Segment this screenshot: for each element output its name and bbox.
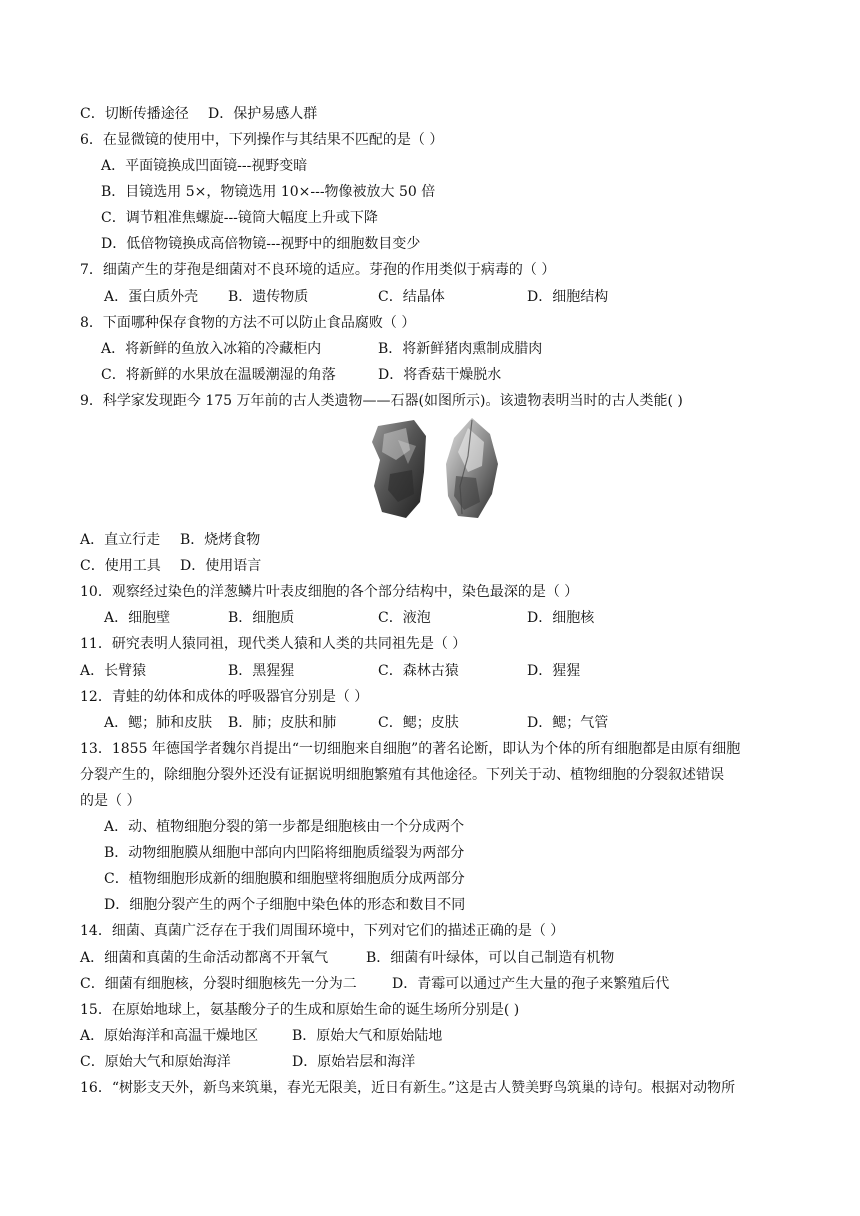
q13-option-d-text: D．细胞分裂产生的两个子细胞中染色体的形态和数目不同 bbox=[104, 897, 466, 913]
q5-option-d: D．保护易感人群 bbox=[208, 106, 318, 122]
q9-option-b: B．烧烤食物 bbox=[180, 532, 261, 548]
q7-option-d: D．细胞结构 bbox=[527, 289, 609, 305]
q8-stem-text: 8．下面哪种保存食物的方法不可以防止食品腐败（ ） bbox=[80, 315, 416, 331]
q7-option-c: C．结晶体 bbox=[378, 289, 445, 305]
q9-option-d: D．使用语言 bbox=[180, 558, 262, 574]
q12-option-b: B．肺；皮肤和肺 bbox=[228, 715, 337, 731]
q14-option-d: D．青霉可以通过产生大量的孢子来繁殖后代 bbox=[392, 976, 670, 992]
q8-option-b: B．将新鲜猪肉熏制成腊肉 bbox=[378, 341, 543, 357]
q13-stem-text-2: 分裂产生的，除细胞分裂外还没有证据说明细胞繁殖有其他途径。下列关于动、植物细胞的分裂叙述错误 bbox=[80, 767, 724, 783]
q12-option-d: D．鳃；气管 bbox=[527, 715, 609, 731]
stone-tool-left bbox=[372, 420, 426, 518]
q6-stem-text: 6．在显微镜的使用中，下列操作与其结果不匹配的是（ ） bbox=[80, 132, 444, 148]
q13-stem-text-1: 13．1855 年德国学者魏尔肖提出“一切细胞来自细胞”的著名论断，即认为个体的所有细胞都是由原有细胞 bbox=[80, 741, 741, 757]
q14-option-b: B．细菌有叶绿体，可以自己制造有机物 bbox=[366, 950, 615, 966]
q15-option-c: C．原始大气和原始海洋 bbox=[80, 1054, 231, 1070]
q11-option-b: B．黑猩猩 bbox=[228, 663, 295, 679]
q10-option-b: B．细胞质 bbox=[228, 610, 295, 626]
q12-option-c: C．鳃；皮肤 bbox=[378, 715, 459, 731]
q14-option-a: A．细菌和真菌的生命活动都离不开氧气 bbox=[80, 950, 329, 966]
q10-stem-text: 10．观察经过染色的洋葱鳞片叶表皮细胞的各个部分结构中，染色最深的是（ ） bbox=[80, 584, 579, 600]
q16-stem-text: 16．“树影支天外，新鸟来筑巢，春光无限美，近日有新生。”这是古人赞美野鸟筑巢的诗句。根据对动物所 bbox=[80, 1080, 736, 1096]
q13-option-b-text: B．动物细胞膜从细胞中部向内凹陷将细胞质缢裂为两部分 bbox=[104, 845, 465, 861]
q15-option-a: A．原始海洋和高温干燥地区 bbox=[80, 1028, 259, 1044]
q15-stem-text: 15．在原始地球上，氨基酸分子的生成和原始生命的诞生场所分别是( ) bbox=[80, 1002, 520, 1018]
q9-stem-text: 9．科学家发现距今 175 万年前的古人类遗物——石器(如图所示)。该遗物表明当时的古人类能( ) bbox=[80, 393, 683, 409]
q12-stem-text: 12．青蛙的幼体和成体的呼吸器官分别是（ ） bbox=[80, 689, 369, 705]
q6-option-c-text: C．调节粗准焦螺旋---镜筒大幅度上升或下降 bbox=[101, 210, 378, 226]
q6-option-d-text: D．低倍物镜换成高倍物镜---视野中的细胞数目变少 bbox=[101, 236, 421, 252]
q9-option-a: A．直立行走 bbox=[80, 532, 161, 548]
q11-stem-text: 11．研究表明人猿同祖，现代类人猿和人类的共同祖先是（ ） bbox=[80, 636, 467, 652]
q6-option-b-text: B．目镜选用 5×，物镜选用 10×---物像被放大 50 倍 bbox=[101, 184, 436, 200]
q10-option-c: C．液泡 bbox=[378, 610, 431, 626]
q6-option-a-text: A．平面镜换成凹面镜---视野变暗 bbox=[101, 158, 308, 174]
q13-option-c-text: C．植物细胞形成新的细胞膜和细胞壁将细胞质分成两部分 bbox=[104, 871, 465, 887]
q7-option-b: B．遗传物质 bbox=[228, 289, 309, 305]
q8-option-d: D．将香菇干燥脱水 bbox=[378, 367, 502, 383]
q13-stem-text-3: 的是（ ） bbox=[80, 793, 141, 809]
q10-option-a: A．细胞壁 bbox=[104, 610, 171, 626]
q5-option-c: C．切断传播途径 bbox=[80, 106, 189, 122]
q13-option-a-text: A．动、植物细胞分裂的第一步都是细胞核由一个分成两个 bbox=[104, 819, 465, 835]
stone-tool-right bbox=[446, 418, 498, 518]
q7-option-a: A．蛋白质外壳 bbox=[104, 289, 199, 305]
stone-tool-image bbox=[368, 416, 504, 524]
q11-option-d: D．猩猩 bbox=[527, 663, 581, 679]
q15-option-b: B．原始大气和原始陆地 bbox=[292, 1028, 443, 1044]
q7-stem-text: 7．细菌产生的芽孢是细菌对不良环境的适应。芽孢的作用类似于病毒的（ ） bbox=[80, 262, 556, 278]
q10-option-d: D．细胞核 bbox=[527, 610, 595, 626]
q9-option-c: C．使用工具 bbox=[80, 558, 161, 574]
q8-option-c: C．将新鲜的水果放在温暖潮湿的角落 bbox=[101, 367, 336, 383]
q11-option-c: C．森林古猿 bbox=[378, 663, 459, 679]
q15-option-d: D．原始岩层和海洋 bbox=[292, 1054, 416, 1070]
q8-option-a: A．将新鲜的鱼放入冰箱的冷藏柜内 bbox=[101, 341, 322, 357]
q12-option-a: A．鳃；肺和皮肤 bbox=[104, 715, 213, 731]
stone-tool-figure bbox=[368, 416, 504, 524]
q14-option-c: C．细菌有细胞核，分裂时细胞核先一分为二 bbox=[80, 976, 357, 992]
q14-stem-text: 14．细菌、真菌广泛存在于我们周围环境中，下列对它们的描述正确的是（ ） bbox=[80, 923, 565, 939]
q11-option-a: A．长臂猿 bbox=[80, 663, 147, 679]
